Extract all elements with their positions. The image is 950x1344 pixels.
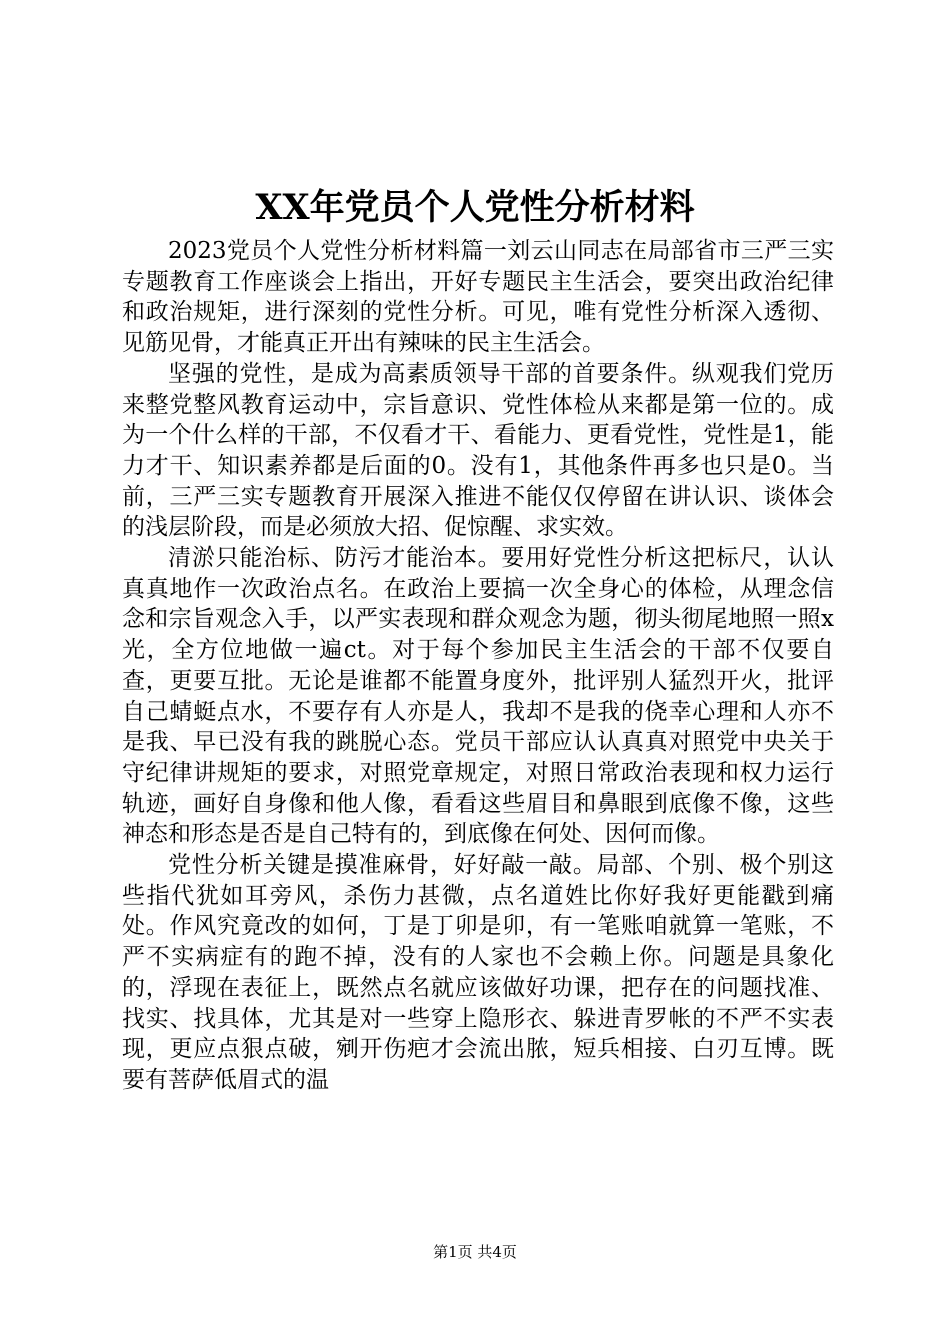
- paragraph: 党性分析关键是摸准麻骨，好好敲一敲。局部、个别、极个别这些指代犹如耳旁风，杀伤力甚微，点名道姓比你好我好更能戳到痛处。作风究竟改的如何，丁是丁卯是卯，有一笔账咱就算一笔账，不严不实病症有的跑不掉，没有的人家也不会赖上你。问题是具象化的，浮现在表征上，既然点名就应该做好功课，把存在的问题找准、找实、找具体，尤其是对一些穿上隐形衣、躲进青罗帐的不严不实表现，更应点狠点破，剜开伤疤才会流出脓，短兵相接、白刃互博。既要有菩萨低眉式的温: [122, 852, 834, 1093]
- paragraph: 坚强的党性，是成为高素质领导干部的首要条件。纵观我们党历来整党整风教育运动中，宗旨意识、党性体检从来都是第一位的。成为一个什么样的干部，不仅看才干、看能力、更看党性，党性是1，能力才干、知识素养都是后面的0。没有1，其他条件再多也只是0。当前，三严三实专题教育开展深入推进不能仅仅停留在讲认识、谈体会的浅层阶段，而是必须放大招、促惊醒、求实效。: [122, 360, 834, 541]
- page-footer: 第1页 共4页: [433, 1243, 517, 1261]
- document-title: XX年党员个人党性分析材料: [255, 187, 695, 228]
- document-body: [122, 236, 834, 1096]
- paragraph: 2023党员个人党性分析材料篇一刘云山同志在局部省市三严三实专题教育工作座谈会上指出，开好专题民主生活会，要突出政治纪律和政治规矩，进行深刻的党性分析。可见，唯有党性分析深入透彻、见筋见骨，才能真正开出有辣味的民主生活会。: [122, 238, 834, 357]
- paragraph: 清淤只能治标、防污才能治本。要用好党性分析这把标尺，认认真真地作一次政治点名。在政治上要搞一次全身心的体检，从理念信念和宗旨观念入手，以严实表现和群众观念为题，彻头彻尾地照一照x光，全方位地做一遍ct。对于每个参加民主生活会的干部不仅要自查，更要互批。无论是谁都不能置身度外，批评别人猛烈开火，批评自己蜻蜓点水，不要存有人亦是人，我却不是我的侥幸心理和人亦不是我、早已没有我的跳脱心态。党员干部应认认真真对照党中央关于守纪律讲规矩的要求，对照党章规定，对照日常政治表现和权力运行轨迹，画好自身像和他人像，看看这些眉目和鼻眼到底像不像，这些神态和形态是否是自己特有的，到底像在何处、因何而像。: [122, 545, 834, 848]
